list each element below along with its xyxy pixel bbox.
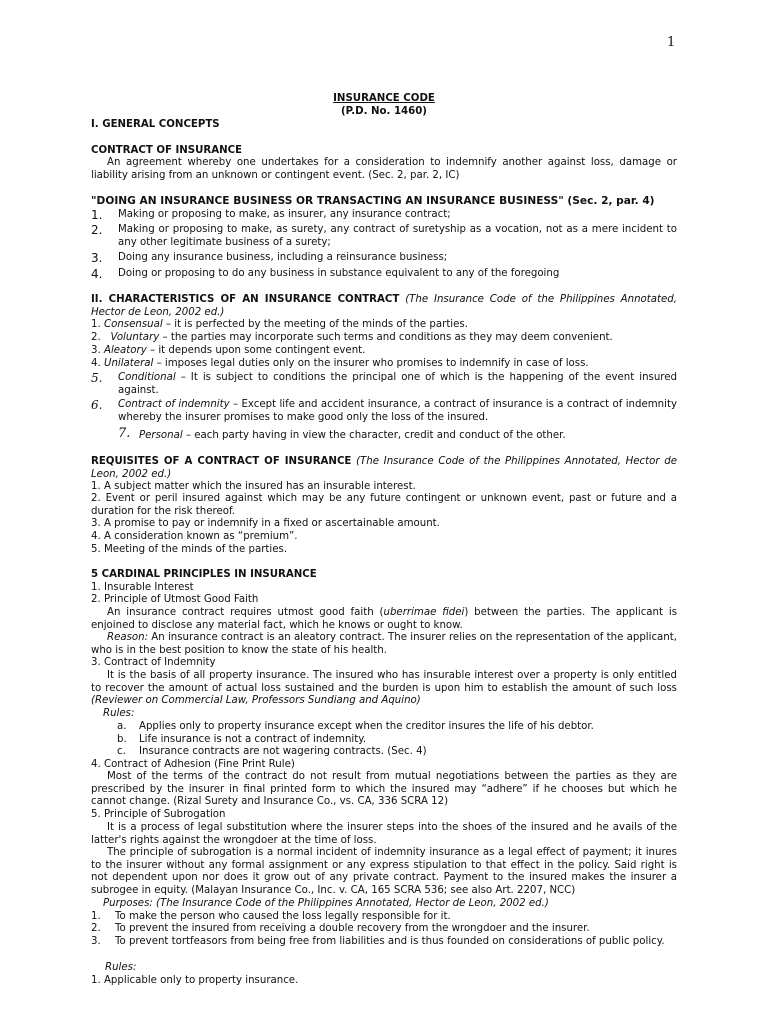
cardinal-3-paragraph: It is the basis of all property insurance. The insured who has insurable interest over a property is only entitled to recover the amount of actual loss sustained and the burden is upon him to establish the amount of such loss (Reviewer on Commercial Law, Professors Sundiang and Aquino): [91, 670, 677, 707]
page-number: 1: [667, 35, 676, 50]
rules-label: Rules:: [103, 708, 135, 719]
req-item: 2. Event or peril insured against which may be any future contingent or unknown event, past or future and a duration for the risk thereof.: [91, 493, 677, 517]
heading-characteristics: II. CHARACTERISTICS OF AN INSURANCE CONTRACT (The Insurance Code of the Philippines Annotated, Hector de Leon, 2002 ed.): [91, 294, 677, 318]
char-item-3: 3. Aleatory – it depends upon some contingent event.: [91, 345, 366, 356]
req-item: 4. A consideration known as “premium”.: [91, 531, 298, 542]
heading-requisites: REQUISITES OF A CONTRACT OF INSURANCE (The Insurance Code of the Philippines Annotated, Hector de Leon, 2002 ed.): [91, 456, 677, 480]
cardinal-2-paragraph: An insurance contract requires utmost good faith (uberrimae fidei) between the parties. The applicant is enjoined to disclose any material fact, which he knows or ought to know.: [91, 607, 678, 631]
heading-doing-business: "DOING AN INSURANCE BUSINESS OR TRANSACTING AN INSURANCE BUSINESS" (Sec. 2, par. 4): [91, 195, 655, 207]
cardinal-2: 2. Principle of Utmost Good Faith: [91, 594, 259, 605]
cardinal-2-reason: Reason: An insurance contract is an aleatory contract. The insurer relies on the representation of the applicant, who is in the best position to know the state of his health.: [91, 632, 677, 656]
heading-cardinal: 5 CARDINAL PRINCIPLES IN INSURANCE: [91, 569, 317, 580]
document-subtitle: (P.D. No. 1460): [341, 106, 427, 117]
cardinal-3: 3. Contract of Indemnity: [91, 657, 216, 668]
purposes-label: Purposes: (The Insurance Code of the Philippines Annotated, Hector de Leon, 2002 ed.): [103, 898, 549, 909]
cardinal-5-paragraph-2: The principle of subrogation is a normal incident of indemnity insurance as a legal effect of payment; it inures to the insurer without any formal assignment or any express stipulation to that effect in the policy. Said right is not dependent upon nor does it grow out of any private contract. Payment to the insured makes the insurer a subrogee in equity. (Malayan Insurance Co., Inc. v. CA, 165 SCRA 536; see also Art. 2207, NCC): [91, 847, 677, 896]
req-item: 3. A promise to pay or indemnify in a fixed or ascertainable amount.: [91, 518, 440, 529]
req-item: 5. Meeting of the minds of the parties.: [91, 544, 288, 555]
rules-label-2: Rules:: [105, 962, 137, 973]
cardinal-4-paragraph: Most of the terms of the contract do not result from mutual negotiations between the parties as they are prescribed by the insurer in final printed form to which the insured may “adhere” if he chooses but which he cannot change. (Rizal Surety and Insurance Co., vs. CA, 336 SCRA 12): [91, 771, 677, 808]
last-rule: 1. Applicable only to property insurance.: [91, 975, 299, 986]
char-item-1: 1. Consensual – it is perfected by the meeting of the minds of the parties.: [91, 319, 468, 330]
contract-definition: An agreement whereby one undertakes for a consideration to indemnify another against loss, damage or liability arising from an unknown or contingent event. (Sec. 2, par. 2, IC): [91, 157, 677, 181]
heading-contract: CONTRACT OF INSURANCE: [91, 145, 243, 156]
cardinal-4: 4. Contract of Adhesion (Fine Print Rule): [91, 759, 295, 770]
char-item-4: 4. Unilateral – imposes legal duties only on the insurer who promises to indemnify in case of loss.: [91, 358, 589, 369]
section-heading-general: I. GENERAL CONCEPTS: [91, 119, 220, 130]
req-item: 1. A subject matter which the insured has an insurable interest.: [91, 481, 416, 492]
cardinal-5-paragraph-1: It is a process of legal substitution where the insurer steps into the shoes of the insured and he avails of the latter's rights against the wrongdoer at the time of loss.: [91, 822, 677, 846]
cardinal-1: 1. Insurable Interest: [91, 582, 194, 593]
document-title: INSURANCE CODE: [333, 93, 435, 104]
char-item-2: 2. Voluntary – the parties may incorporate such terms and conditions as they may deem convenient.: [91, 332, 613, 343]
cardinal-5: 5. Principle of Subrogation: [91, 809, 226, 820]
